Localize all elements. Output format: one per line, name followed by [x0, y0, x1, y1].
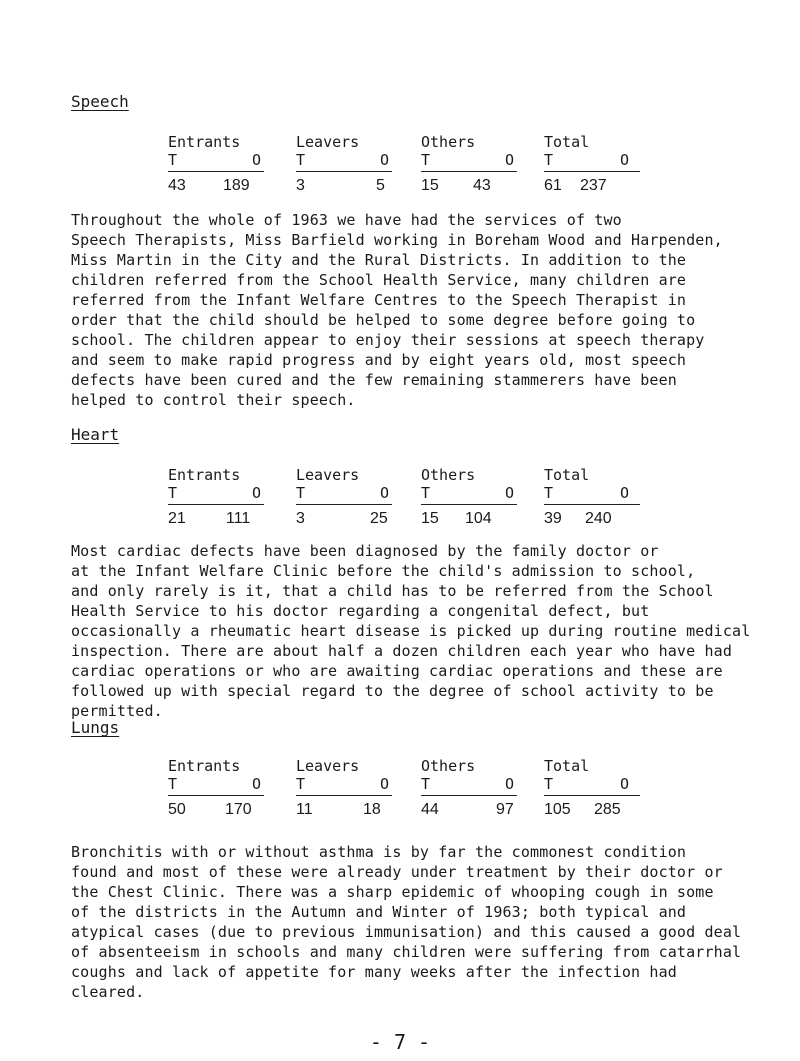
col-subheader: T O [544, 151, 640, 172]
col-header: Total [544, 466, 590, 484]
col-subheader: T O [421, 151, 517, 172]
lungs-paragraph: Bronchitis with or without asthma is by far the commonest condition found and most of these were already under treatment by their doctor or the Chest Clinic. There was a sharp epidemic of whooping cough in some of the districts in the Autumn and Winter of 1963; both typical and atypical cases (due to previous immunisation) and this caused a good deal of absenteeism in schools and many children were suffering from catarrhal coughs and lack of appetite for many weeks after the infection had cleared. [71, 843, 742, 1001]
col-subheader: T O [421, 775, 517, 796]
col-header: Leavers [296, 466, 360, 484]
col-header: Leavers [296, 133, 360, 151]
lungs-table: Entrants T O 50 170 Leavers T O 11 18 Others T O 44 97 Total T O 105 285 [168, 757, 628, 817]
col-header: Others [421, 466, 476, 484]
page-number: - 7 - [369, 1030, 431, 1054]
col-subheader: T O [421, 484, 517, 505]
section-heading-heart: Heart [71, 425, 120, 444]
speech-table: Entrants T O 43 189 Leavers T O 3 5 Others T O 15 43 Total T O 61 237 [168, 133, 628, 193]
col-header: Entrants [168, 133, 241, 151]
col-subheader: T O [296, 151, 392, 172]
col-header: Entrants [168, 757, 241, 775]
col-subheader: T O [544, 484, 640, 505]
col-subheader: T O [168, 151, 264, 172]
speech-paragraph: Throughout the whole of 1963 we have had the services of two Speech Therapists, Miss Barfield working in Boreham Wood and Harpenden, Miss Martin in the City and the Rural Districts. In addition to the children referred from the School Health Service, many children are referred from the Infant Welfare Centres to the Speech Therapist in order that the child should be helped to some degree before going to school. The children appear to enjoy their sessions at speech therapy and seem to make rapid progress and by eight years old, most speech defects have been cured and the few remaining stammerers have been helped to control their speech. [71, 211, 723, 409]
section-heading-lungs: Lungs [71, 718, 120, 737]
col-subheader: T O [168, 484, 264, 505]
heart-paragraph: Most cardiac defects have been diagnosed by the family doctor or at the Infant Welfare Clinic before the child's admission to school, and only rarely is it, that a child has to be referred from the School Health Service to his doctor regarding a congenital defect, but occasionally a rheumatic heart disease is picked up during routine medical inspection. There are about half a dozen children each year who have had cardiac operations or who are awaiting cardiac operations and these are followed up with special regard to the degree of school activity to be permitted. [71, 542, 751, 720]
section-heading-speech: Speech [71, 92, 129, 111]
col-subheader: T O [296, 484, 392, 505]
col-header: Others [421, 133, 476, 151]
col-subheader: T O [544, 775, 640, 796]
col-header: Total [544, 133, 590, 151]
col-header: Total [544, 757, 590, 775]
col-header: Leavers [296, 757, 360, 775]
col-subheader: T O [296, 775, 392, 796]
col-header: Others [421, 757, 476, 775]
col-subheader: T O [168, 775, 264, 796]
col-header: Entrants [168, 466, 241, 484]
heart-table: Entrants T O 21 111 Leavers T O 3 25 Others T O 15 104 Total T O 39 240 [168, 466, 628, 526]
